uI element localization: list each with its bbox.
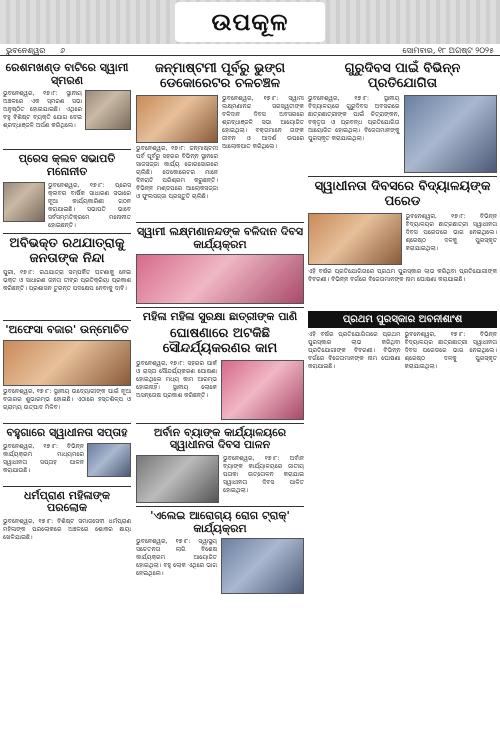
headline: ଜନ୍ମାଷ୍ଟମୀ ପୂର୍ବରୁ ଭୁଙ୍ଗ ଡେକୋରେଟର ଚଳଚଞ୍ଚଳ: [154, 61, 286, 91]
column-3: [308, 60, 497, 581]
news-photo: [404, 95, 498, 173]
divider: [3, 486, 131, 487]
story-body: ଭୁବନେଶ୍ୱର, ୧୭।୮: ପ୍ରେସ କ୍ଲବର ବାର୍ଷିକ ସାଧାରଣ ସଭାରେ ନୂଆ କାର୍ଯ୍ୟକାରିଣୀ ଗଠନ କରାଯାଇଛି। ସଭାପତି ଭାବେ ସର୍ବସମ୍ମତିକ୍ରମେ ମନୋନୀତ ହୋଇଛନ୍ତି।: [48, 181, 131, 229]
headline: ଅର୍ବାନ ବ୍ୟାଙ୍କ କାର୍ଯ୍ୟାଳୟରେ ସ୍ୱାଧୀନତା ଦିବସ ପାଳନ: [153, 425, 287, 452]
news-photo: [308, 213, 402, 265]
divider: [136, 423, 304, 424]
headline: 'ଅଫେସା ବଜାର' ଉନ୍ମୋଚିତ: [5, 323, 129, 337]
headline: ପ୍ରେସ କ୍ଲବ ସଭାପତି ମନୋନୀତ: [18, 152, 116, 178]
section-banner: ପ୍ରଥମ ପୁରସ୍କାର ଅବନୀଶାଂଶ: [308, 311, 497, 328]
headline: ସ୍ୱାମୀ ଲକ୍ଷ୍ମଣାନନ୍ଦଙ୍କ ବଳିଦାନ ଦିବସ କାର୍ଯ୍ୟକ୍ରମ: [136, 224, 304, 251]
headline: ଧର୍ମପ୍ରାଣ ମହିଳାଙ୍କ ପରଲୋକ: [23, 488, 110, 515]
story-body: ଏହି ବର୍ଷର ପ୍ରତିଯୋଗିତାରେ ପ୍ରଥମ ପୁରସ୍କାର ଲାଭ କରିଥିବା ପ୍ରତିଯୋଗୀଙ୍କ ବିବରଣୀ। ବିଭିନ୍ନ ବର୍ଗରେ ବିଜେତାମାନଙ୍କ ନାମ ଘୋଷଣା କରାଯାଇଛି।: [308, 267, 497, 283]
divider: [308, 176, 497, 177]
masthead-title: ଉପକୂଳ: [175, 2, 325, 42]
story-body: ଭୁବନେଶ୍ୱର, ୧୭।୮: ବିଭିନ୍ନ ବିଦ୍ୟାଳୟର ଛାତ୍ରଛାତ୍ରୀ ସ୍ୱାଧୀନତା ଦିବସ ପରେଡରେ ଭାଗ ନେଇଥିଲେ। ଶ୍ରେଷ୍ଠ ଦଳକୁ ପୁରସ୍କୃତ କରାଯାଇଥିଲା।: [404, 330, 497, 370]
story-body: ଭୁବନେଶ୍ୱର, ୧୭।୮: ଅର୍ବାନ ବ୍ୟାଙ୍କ କାର୍ଯ୍ୟାଳୟରେ ଜାତୀୟ ପତାକା ଉତ୍ତୋଳନ କରାଯାଇ ସ୍ୱାଧୀନତା ଦିବସ ପାଳିତ ହୋଇଥିଲା।: [223, 454, 304, 494]
masthead-page-number: ୬: [60, 46, 66, 55]
divider: [136, 307, 304, 308]
divider: [136, 506, 304, 507]
news-photo: [136, 455, 219, 503]
story-body: ଭୁବନେଶ୍ୱର, ୧୭।୮: ସ୍ୱାମୀ ଲକ୍ଷ୍ମଣାନନ୍ଦ ସରସ୍ୱତୀଙ୍କ ବଳିଦାନ ଦିବସ ଅବସରରେ ଶ୍ରଦ୍ଧାଞ୍ଜଳି ସଭା ଆୟୋଜିତ ହୋଇଥିଲା। ବକ୍ତାମାନେ ତାଙ୍କ ଜୀବନ ଓ ଆଦର୍ଶ ଉପରେ ଆଲୋକପାତ କରିଥିଲେ।: [222, 94, 304, 150]
story-body: ଭୁବନେଶ୍ୱର, ୧୭।୮: ବିଭିନ୍ନ ବିଦ୍ୟାଳୟର ଛାତ୍ରଛାତ୍ରୀ ସ୍ୱାଧୀନତା ଦିବସ ପରେଡରେ ଭାଗ ନେଇଥିଲେ। ଶ୍ରେଷ୍ଠ ଦଳକୁ ପୁରସ୍କୃତ କରାଯାଇଥିଲା।: [405, 212, 497, 252]
story-body: ଭୁବନେଶ୍ୱର, ୧୭।୮: ସହରର ପାର୍କ ଓ ରାସ୍ତା ସୌନ୍ଦର୍ଯ୍ୟକରଣ ଘୋଷଣା ହୋଇଥିଲେ ମଧ୍ୟ କାମ ଆରମ୍ଭ ହୋଇନାହିଁ। ସ୍ଥାନୀୟ ଲୋକେ ଅସନ୍ତୋଷ ପ୍ରକାଶ କରିଛନ୍ତି।: [136, 359, 217, 399]
news-photo: [3, 340, 131, 386]
news-photo: [136, 254, 304, 304]
story-body: ଭୁବନେଶ୍ୱର, ୧୭।୮: ବିଶିଷ୍ଟ ସମାଜସେବୀ ଧର୍ମପ୍ରାଣ ମହିଳାଙ୍କ ପରଲୋକରେ ଅଞ୍ଚଳରେ ଶୋକର ଛାୟା ଖେଳିଯାଇଛି।: [3, 518, 131, 541]
story-body: ଭୁବନେଶ୍ୱର, ୧୭।୮: ସ୍ଥାନୀୟ ବିଦ୍ୟାଳୟରେ ଗୁରୁଦିବସ ଅବସରରେ ଛାତ୍ରଛାତ୍ରୀଙ୍କ ପାଇଁ ଚିତ୍ରାଙ୍କନ, ବକ୍ତୃତା ଓ ପ୍ରବନ୍ଧ ପ୍ରତିଯୋଗିତା ଆୟୋଜିତ ହୋଇଥିଲା। ବିଜେତାମାନଙ୍କୁ ପୁରସ୍କୃତ କରାଯାଇଥିଲା।: [308, 94, 400, 142]
headline: ମହିଳା ମହିଳା ସୁରକ୍ଷା ଛାତ୍ରୀଙ୍କ ପାଣି: [142, 310, 298, 324]
headline: ଘୋଷଣାରେ ଅଟକିଛି ସୌନ୍ଦର୍ଯ୍ୟକରଣର କାମ: [162, 325, 278, 356]
story-body: ଭୁବନେଶ୍ୱର, ୧୭।୮: ସ୍ଥାନୀୟ ଅଞ୍ଚଳରେ ଏକ ସ୍ମରଣ ସଭା ଅନୁଷ୍ଠିତ ହୋଇଯାଇଛି। ଏଥିରେ ବହୁ ବିଶିଷ୍ଟ ବ୍ୟକ୍ତି ଯୋଗ ଦେଇ ଶ୍ରଦ୍ଧାଞ୍ଜଳି ଅର୍ପଣ କରିଥିଲେ।: [3, 90, 82, 130]
divider: [3, 149, 131, 150]
headline: ଅବିଭକ୍ତ ରଥଯାତ୍ରାକୁ ଜନତାଙ୍କ ନିନ୍ଦା: [9, 235, 125, 266]
headline: ଗୁରୁଦିବସ ପାଇଁ ବିଭିନ୍ନ ପ୍ରତିଯୋଗିତା: [344, 61, 461, 91]
divider: [3, 233, 131, 234]
story-body: ଭୁବନେଶ୍ୱର, ୧୭।୮: ସ୍ୱାସ୍ଥ୍ୟ ସଚେତନତା ଲାଗି ବିଶେଷ କାର୍ଯ୍ୟକ୍ରମ ଆୟୋଜିତ ହୋଇଥିଲା। ବହୁ ଲୋକ ଏଥିରେ ଭାଗ ନେଇଥିଲେ।: [136, 538, 217, 578]
headline: ବହୁଗାରେ ସ୍ୱାଧୀନତା ସପ୍ତାହ: [6, 426, 128, 440]
divider: [136, 222, 304, 223]
story-body: ପୁରୀ, ୧୭।୮: ରଥଯାତ୍ରା ସମ୍ପର୍କିତ ଘଟଣାକୁ ନେଇ ଭକ୍ତ ଓ ସାଧାରଣ ଜନତା ତୀବ୍ର ପ୍ରତିକ୍ରିୟା ପ୍ରକାଶ କରିଛନ୍ତି। ପ୍ରଶାସନ ତୁରନ୍ତ ପଦକ୍ଷେପ ନେବାକୁ ଦାବି।: [3, 269, 131, 293]
news-photo: [85, 90, 131, 130]
masthead-city: ଭୁବନେଶ୍ୱର: [6, 46, 46, 55]
story-body: ଭୁବନେଶ୍ୱର, ୧୭।୮: ଜନ୍ମାଷ୍ଟମୀ ପର୍ବ ପୂର୍ବରୁ ସହରର ବିଭିନ୍ନ ସ୍ଥାନରେ ସାଜସଜ୍ଜା କାର୍ଯ୍ୟ ଜୋରସୋରରେ ଚାଲିଛି। ଡେକୋରେଟର ମାନେ ଦିନରାତି ପରିଶ୍ରମ କରୁଛନ୍ତି। ବିଭିନ୍ନ ମଣ୍ଡପରେ ଆଲୋକସଜ୍ଜା ଓ ଫୁଲସଜ୍ଜା ପ୍ରସ୍ତୁତି ଚାଲିଛି।: [136, 144, 218, 200]
headline: 'ଏଲେଇ ଆରୋଗ୍ୟ ରୋଗ ଟ୍ରାକ୍' କାର୍ଯ୍ୟକ୍ରମ: [150, 508, 290, 535]
column-1: [3, 60, 131, 558]
story-body: ଏହି ବର୍ଷର ପ୍ରତିଯୋଗିତାରେ ପ୍ରଥମ ପୁରସ୍କାର ଲାଭ କରିଥିବା ପ୍ରତିଯୋଗୀଙ୍କ ବିବରଣୀ। ବିଭିନ୍ନ ବର୍ଗରେ ବିଜେତାମାନଙ୍କ ନାମ ଘୋଷଣା କରାଯାଇଛି।: [308, 330, 401, 370]
masthead-date: ସୋମବାର, ୧୮ ଅଗଷ୍ଟ ୨୦୨୫: [402, 46, 494, 55]
masthead: [0, 0, 500, 56]
story-body: ଭୁବନେଶ୍ୱର, ୧୭।୮: ବିଭିନ୍ନ କାର୍ଯ୍ୟକ୍ରମ ମାଧ୍ୟମରେ ସ୍ୱାଧୀନତା ସପ୍ତାହ ପାଳନ କରାଯାଉଛି।: [3, 442, 84, 474]
headline: ରେଶମଖଣ୍ଡ ବାଟିରେ ସ୍ୱାମୀ ସ୍ମରଣ: [5, 61, 129, 87]
news-photo: [87, 443, 131, 477]
column-2: [136, 60, 304, 594]
divider: [3, 423, 131, 424]
headline: ସ୍ୱାଧୀନତା ଦିବସରେ ବିଦ୍ୟାଳୟଙ୍କ ପରେଡ: [314, 178, 491, 209]
news-photo: [136, 95, 218, 143]
news-photo: [3, 182, 45, 222]
story-body: ଭୁବନେଶ୍ୱର, ୧୭।୮: ସ୍ଥାନୀୟ ଉଦ୍ୟୋଗୀଙ୍କ ପାଇଁ ନୂଆ ବଜାରର ଶୁଭାରମ୍ଭ ହୋଇଛି। ଏଠାରେ ହସ୍ତଶିଳ୍ପ ଓ ଗ୍ରାମ୍ୟ ଉତ୍ପାଦ ମିଳିବ।: [3, 388, 131, 412]
divider: [3, 320, 131, 321]
news-photo: [221, 538, 304, 594]
news-photo: [221, 360, 304, 420]
